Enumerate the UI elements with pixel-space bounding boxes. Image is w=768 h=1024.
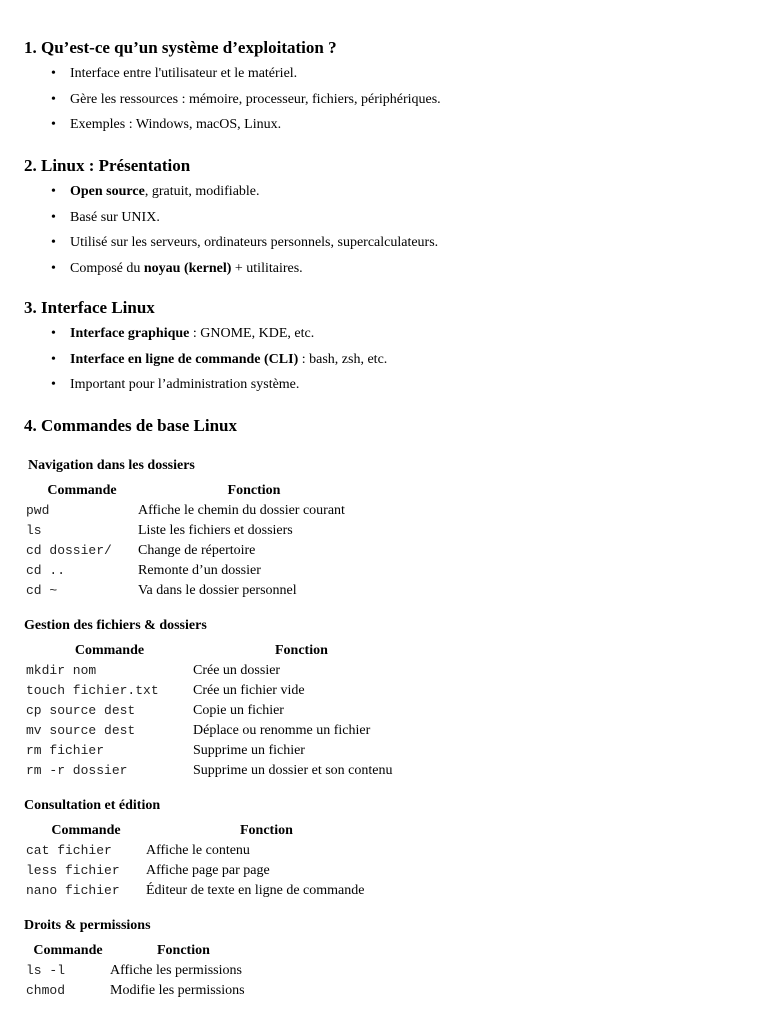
section-title: 1. Qu’est-ce qu’un système d’exploitation ? [24,38,337,57]
function-cell: Va dans le dossier personnel [138,583,297,598]
table-header-row [26,821,396,841]
table-row [26,741,473,761]
list-item: • Exemples : Windows, macOS, Linux. [51,117,282,132]
command-cell: ls [26,523,42,538]
function-cell: Crée un dossier [193,663,281,678]
function-cell: Affiche le chemin du dossier courant [138,503,345,518]
command-cell: cd dossier/ [26,543,112,558]
bullet-list [48,65,441,142]
table-row [26,761,473,781]
command-cell: cat fichier [26,843,112,858]
command-cell: cd .. [26,563,66,578]
table-row [26,661,473,681]
table-row [26,681,473,701]
command-cell: pwd [26,503,50,518]
command-cell: ls -l [26,963,66,978]
function-cell: Crée un fichier vide [193,683,305,698]
table-row [26,521,370,541]
table-heading: Consultation et édition [24,798,161,813]
table-heading: Gestion des fichiers & dossiers [24,618,207,633]
command-cell: mkdir nom [26,663,97,678]
list-item: • Interface en ligne de commande (CLI) : bash, zsh, etc. [51,351,388,367]
table-row [26,541,370,561]
list-item: • Basé sur UNIX. [51,209,160,225]
column-header-function: Fonction [240,823,293,838]
function-cell: Change de répertoire [138,543,256,558]
table-heading: Droits & permissions [24,918,151,933]
command-cell: rm -r dossier [26,763,128,778]
command-cell: touch fichier.txt [26,683,159,698]
command-cell: chmod [26,983,66,998]
commands-table [26,481,370,601]
function-cell: Affiche le contenu [146,843,250,858]
command-cell: cp source dest [26,703,136,718]
list-item: • Interface graphique : GNOME, KDE, etc. [51,326,315,341]
function-cell: Supprime un fichier [193,743,305,758]
column-header-function: Fonction [227,483,281,498]
table-row [26,981,290,1001]
column-header-command: Commande [33,943,103,958]
function-cell: Copie un fichier [193,703,284,718]
table-row [26,581,370,601]
commands-table [26,641,473,781]
bullet-list [48,325,387,402]
section-title: 4. Commandes de base Linux [24,416,238,435]
function-cell: Liste les fichiers et dossiers [138,523,293,538]
section-title: 2. Linux : Présentation [24,156,191,175]
table-row [26,861,396,881]
table-row [26,701,473,721]
command-cell: mv source dest [26,723,136,738]
function-cell: Éditeur de texte en ligne de commande [146,883,365,898]
table-heading: Navigation dans les dossiers [28,458,195,473]
column-header-command: Commande [47,483,117,498]
commands-table [26,941,290,1001]
function-cell: Affiche page par page [146,863,270,878]
command-cell: rm fichier [26,743,105,758]
function-cell: Supprime un dossier et son contenu [193,763,393,778]
table-row [26,841,396,861]
table-row [26,561,370,581]
function-cell: Déplace ou renomme un fichier [193,723,371,738]
column-header-command: Commande [51,823,121,838]
column-header-function: Fonction [157,943,210,958]
function-cell: Affiche les permissions [110,963,242,978]
list-item: • Open source, gratuit, modifiable. [51,184,260,199]
table-row [26,881,396,901]
function-cell: Modifie les permissions [110,983,245,998]
function-cell: Remonte d’un dossier [138,563,261,578]
commands-table [26,821,396,901]
section-title: 3. Interface Linux [24,298,155,317]
list-item: • Utilisé sur les serveurs, ordinateurs personnels, supercalculateurs. [51,235,439,250]
list-item: • Composé du noyau (kernel) + utilitaires. [51,260,303,276]
table-header-row [26,641,473,661]
command-cell: cd ~ [26,583,58,598]
command-cell: less fichier [26,863,120,878]
table-header-row [26,941,290,961]
list-item: • Gère les ressources : mémoire, processeur, fichiers, périphériques. [51,91,441,107]
table-row [26,961,290,981]
list-item: • Interface entre l'utilisateur et le matériel. [51,66,298,81]
list-item: • Important pour l’administration système. [51,377,300,392]
column-header-command: Commande [74,643,145,658]
bullet-list [48,183,438,285]
table-header-row [26,481,370,501]
table-row [26,721,473,741]
column-header-function: Fonction [275,643,328,658]
command-cell: nano fichier [26,883,120,898]
table-row [26,501,370,521]
